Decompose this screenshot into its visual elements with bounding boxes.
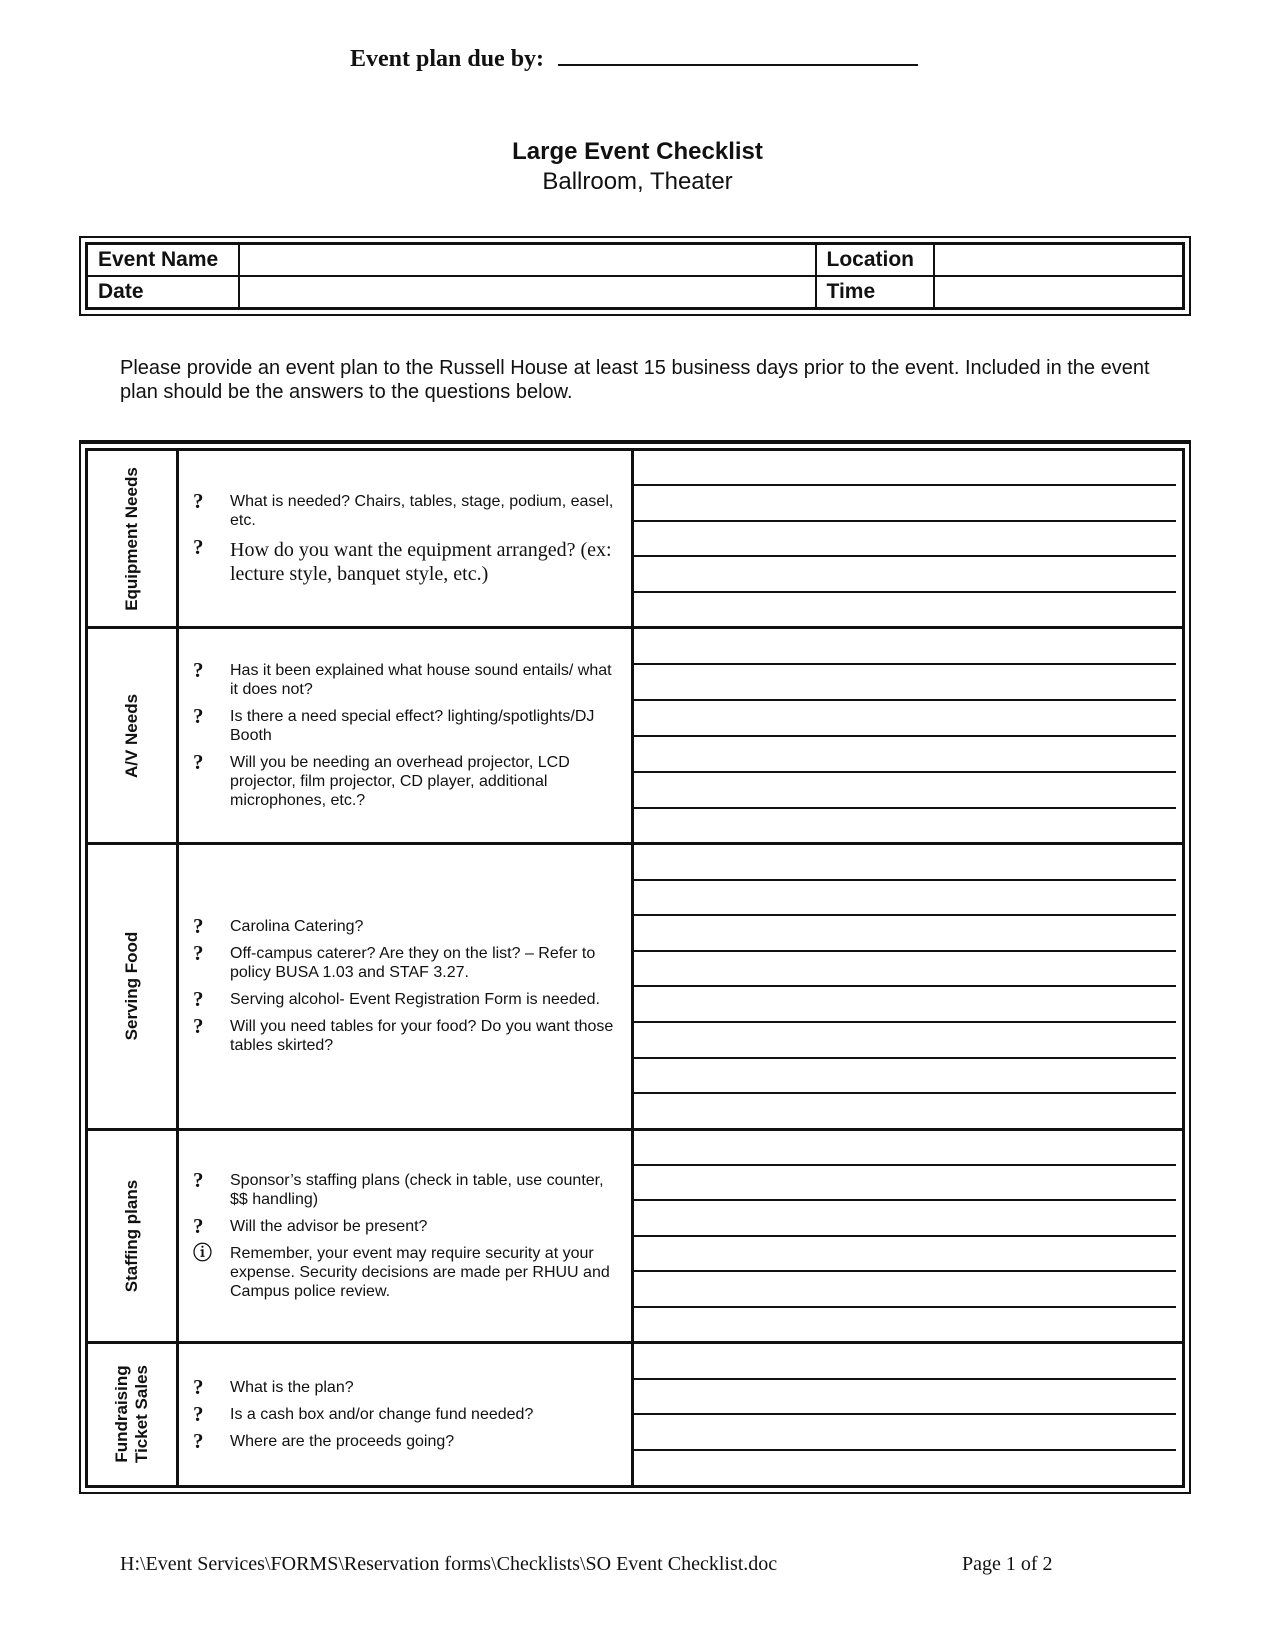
event-info-row bbox=[87, 244, 1184, 277]
answer-line[interactable] bbox=[634, 845, 1176, 881]
intro-paragraph: Please provide an event plan to the Russell House at least 15 business days prior to the event. Included in the event plan should be the answers to the questions below. bbox=[120, 357, 1150, 403]
answer-line[interactable] bbox=[634, 629, 1176, 665]
answer-line[interactable] bbox=[634, 701, 1176, 737]
question-text: Will you need tables for your food? Do you want those tables skirted? bbox=[230, 1018, 614, 1055]
answer-line[interactable] bbox=[634, 522, 1176, 557]
answer-lines bbox=[634, 451, 1176, 626]
category-label-line: Ticket Sales bbox=[132, 1365, 151, 1464]
question-item bbox=[189, 534, 619, 586]
info-icon: ⓘ bbox=[193, 1242, 213, 1264]
question-item bbox=[189, 1167, 619, 1209]
answer-line[interactable] bbox=[634, 1131, 1176, 1166]
question-item bbox=[189, 488, 619, 530]
date-label: Date bbox=[87, 276, 239, 309]
answer-line[interactable] bbox=[634, 987, 1176, 1023]
answer-cell bbox=[633, 628, 1184, 844]
questions-cell bbox=[178, 1342, 633, 1486]
questions-cell bbox=[178, 844, 633, 1129]
question-text: Off-campus caterer? Are they on the list? – Refer to policy BUSA 1.03 and STAF 3.27. bbox=[230, 945, 596, 982]
answer-cell bbox=[633, 1342, 1184, 1486]
time-field[interactable] bbox=[934, 276, 1184, 309]
answer-line[interactable] bbox=[634, 1272, 1176, 1307]
answer-line[interactable] bbox=[634, 665, 1176, 701]
section-row-staffing bbox=[87, 1129, 1184, 1342]
answer-line[interactable] bbox=[634, 1308, 1176, 1341]
answer-line[interactable] bbox=[634, 773, 1176, 809]
answer-line[interactable] bbox=[634, 1237, 1176, 1272]
event-name-field[interactable] bbox=[239, 244, 816, 277]
due-date-line bbox=[350, 44, 918, 73]
page-subtitle: Ballroom, Theater bbox=[542, 168, 733, 195]
question-text: Will you be needing an overhead projector, LCD projector, film projector, CD player, additional microphones, etc.? bbox=[230, 754, 570, 810]
question-text: Is there a need special effect? lighting/spotlights/DJ Booth bbox=[230, 708, 595, 745]
questions-cell bbox=[178, 450, 633, 628]
category-cell bbox=[87, 844, 178, 1129]
question-text: Sponsor’s staffing plans (check in table, use counter, $$ handling) bbox=[230, 1171, 604, 1208]
question-item bbox=[189, 987, 619, 1012]
answer-line[interactable] bbox=[634, 1415, 1176, 1451]
question-text: What is the plan? bbox=[230, 1378, 354, 1396]
question-item bbox=[189, 704, 619, 745]
answer-line[interactable] bbox=[634, 1023, 1176, 1059]
question-text: Where are the proceeds going? bbox=[230, 1432, 455, 1450]
footer-page-number: Page 1 of 2 bbox=[962, 1553, 1053, 1575]
answer-cell bbox=[633, 450, 1184, 628]
question-text: Will the advisor be present? bbox=[230, 1217, 428, 1235]
answer-line[interactable] bbox=[634, 1166, 1176, 1201]
answer-line[interactable] bbox=[634, 1380, 1176, 1416]
answer-line[interactable] bbox=[634, 1059, 1176, 1095]
question-mark-icon: ? bbox=[193, 987, 204, 1012]
category-cell bbox=[87, 628, 178, 844]
questions-cell bbox=[178, 628, 633, 844]
question-text: Remember, your event may require security at your expense. Security decisions are made per RHUU and Campus police review. bbox=[230, 1244, 610, 1300]
question-item bbox=[189, 750, 619, 810]
question-text: How do you want the equipment arranged? (ex: lecture style, banquet style, etc.) bbox=[230, 538, 612, 585]
category-label-food: Serving Food bbox=[122, 932, 141, 1041]
answer-line[interactable] bbox=[634, 557, 1176, 592]
answer-line[interactable] bbox=[634, 593, 1176, 626]
answer-line[interactable] bbox=[634, 1201, 1176, 1236]
answer-line[interactable] bbox=[634, 486, 1176, 521]
event-info-box bbox=[79, 236, 1191, 316]
question-mark-icon: ? bbox=[193, 914, 204, 939]
footer-file-path: H:\Event Services\FORMS\Reservation forms\Checklists\SO Event Checklist.doc bbox=[120, 1553, 778, 1575]
time-label: Time bbox=[816, 276, 934, 309]
question-item bbox=[189, 914, 619, 939]
question-text: Is a cash box and/or change fund needed? bbox=[230, 1405, 534, 1423]
category-label-fundraising bbox=[112, 1365, 152, 1463]
question-mark-icon: ? bbox=[193, 750, 204, 775]
answer-lines bbox=[634, 1344, 1176, 1485]
location-field[interactable] bbox=[934, 244, 1184, 277]
answer-cell bbox=[633, 844, 1184, 1129]
question-mark-icon: ? bbox=[193, 704, 204, 729]
answer-line[interactable] bbox=[634, 809, 1176, 843]
question-mark-icon: ? bbox=[193, 1014, 204, 1039]
question-text: What is needed? Chairs, tables, stage, podium, easel, etc. bbox=[230, 492, 614, 529]
due-date-blank[interactable] bbox=[558, 44, 918, 66]
question-mark-icon: ? bbox=[193, 941, 204, 966]
question-item bbox=[189, 1374, 619, 1399]
category-cell bbox=[87, 1129, 178, 1342]
answer-line[interactable] bbox=[634, 916, 1176, 952]
answer-lines bbox=[634, 1131, 1176, 1341]
answer-line[interactable] bbox=[634, 1344, 1176, 1380]
question-mark-icon: ? bbox=[193, 488, 204, 513]
question-text: Carolina Catering? bbox=[230, 918, 364, 936]
event-name-label: Event Name bbox=[87, 244, 239, 277]
questions-cell bbox=[178, 1129, 633, 1342]
location-label: Location bbox=[816, 244, 934, 277]
section-row-equipment bbox=[87, 450, 1184, 628]
question-item bbox=[189, 1428, 619, 1453]
answer-line[interactable] bbox=[634, 881, 1176, 917]
question-mark-icon: ? bbox=[193, 1213, 204, 1238]
due-date-label: Event plan due by: bbox=[350, 46, 545, 72]
question-item bbox=[189, 1244, 619, 1301]
answer-cell bbox=[633, 1129, 1184, 1342]
answer-line[interactable] bbox=[634, 1094, 1176, 1128]
question-text: Serving alcohol- Event Registration Form is needed. bbox=[230, 991, 600, 1009]
answer-line[interactable] bbox=[634, 1451, 1176, 1485]
category-label-equipment: Equipment Needs bbox=[122, 466, 141, 611]
answer-line[interactable] bbox=[634, 952, 1176, 988]
answer-lines bbox=[634, 629, 1176, 842]
answer-lines bbox=[634, 845, 1176, 1127]
event-info-table bbox=[85, 242, 1185, 310]
category-cell bbox=[87, 1342, 178, 1486]
question-item bbox=[189, 941, 619, 982]
event-info-row bbox=[87, 276, 1184, 309]
question-mark-icon: ? bbox=[193, 1428, 204, 1453]
question-item bbox=[189, 1401, 619, 1426]
question-item bbox=[189, 1014, 619, 1055]
question-mark-icon: ? bbox=[193, 1167, 204, 1192]
answer-line[interactable] bbox=[634, 451, 1176, 486]
section-row-av bbox=[87, 628, 1184, 844]
page-title: Large Event Checklist bbox=[512, 138, 763, 165]
question-mark-icon: ? bbox=[193, 1401, 204, 1426]
checklist-box bbox=[79, 440, 1191, 1494]
category-label-av: A/V Needs bbox=[122, 693, 141, 778]
category-cell bbox=[87, 450, 178, 628]
section-row-food bbox=[87, 844, 1184, 1129]
question-item bbox=[189, 658, 619, 699]
checklist-table bbox=[85, 448, 1185, 1488]
question-mark-icon: ? bbox=[193, 534, 204, 559]
category-label-staffing: Staffing plans bbox=[122, 1179, 141, 1292]
question-mark-icon: ? bbox=[193, 658, 204, 683]
question-item bbox=[189, 1213, 619, 1238]
section-row-fundraising bbox=[87, 1342, 1184, 1486]
question-text: Has it been explained what house sound entails/ what it does not? bbox=[230, 662, 612, 699]
date-field[interactable] bbox=[239, 276, 816, 309]
category-label-line: Fundraising bbox=[112, 1365, 131, 1464]
question-mark-icon: ? bbox=[193, 1374, 204, 1399]
answer-line[interactable] bbox=[634, 737, 1176, 773]
